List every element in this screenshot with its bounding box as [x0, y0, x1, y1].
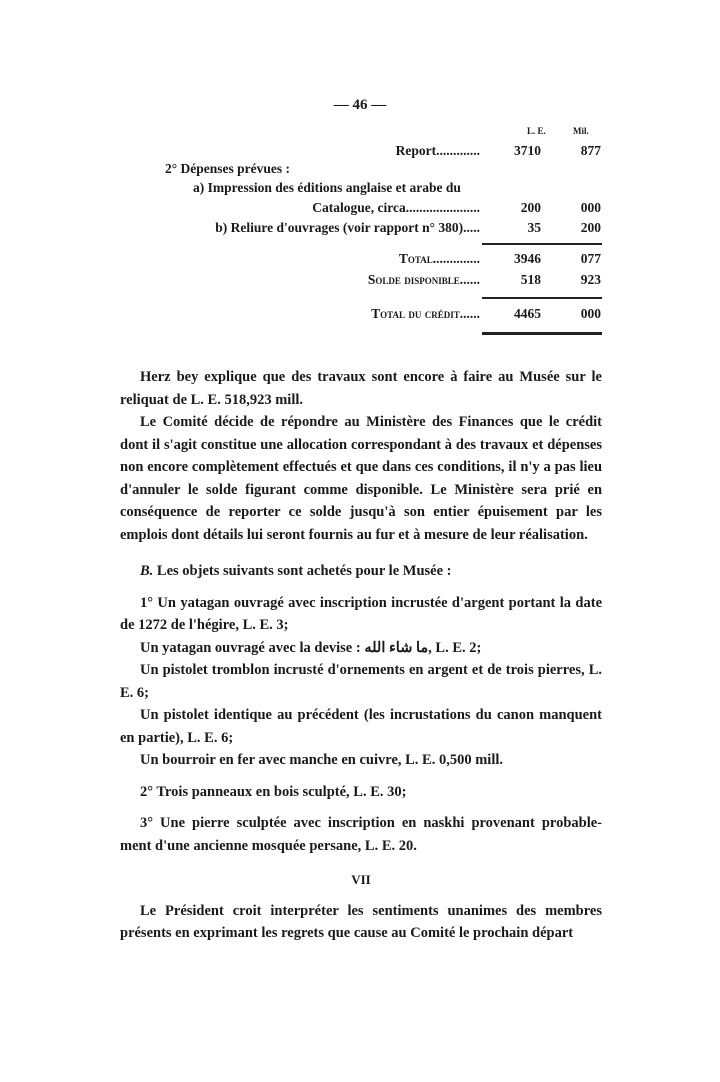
text-line: Un pistolet tromblon incrusté d'ornements en argent et de trois pierres,: [140, 662, 585, 678]
text-line: en partie), L. E. 6;: [120, 729, 234, 746]
item-a-mil: 000: [580, 200, 601, 215]
item-b-mil: 200: [580, 220, 601, 235]
item-b-le: 35: [527, 220, 541, 235]
text-line: Un pistolet identique au précédent (les incrustations du canon manquent: [140, 707, 602, 723]
text-line: présents en exprimant les regrets que cause au Comité le prochain départ: [120, 925, 574, 941]
col-header-mil: Mil.: [573, 126, 589, 136]
paragraph: [120, 704, 602, 749]
text-line: Le Président croit interpréter les sentiments unanimes des membres: [140, 902, 602, 919]
solde-mil: 923: [580, 272, 601, 287]
text-line: non encore complètement effectués et que dans ces conditions, il n'y a pas: [120, 459, 576, 475]
total-credit-label: Total du crédit......: [371, 306, 480, 321]
report-mil: 877: [580, 143, 601, 158]
total-credit-le: 4465: [514, 306, 541, 321]
text-line: Le Comité décide de répondre au Ministère des Finances que le crédit: [140, 414, 602, 430]
total-label: Total..............: [398, 251, 480, 266]
total-le: 3946: [514, 251, 541, 266]
paragraph: [120, 749, 602, 772]
item-a-le: 200: [520, 200, 541, 215]
text-line: Les objets suivants sont achetés pour le Musée :: [156, 563, 452, 579]
text-line: 2° Trois panneaux en bois sculpté, L. E. 30;: [140, 783, 407, 800]
item-a-line1: a) Impression des éditions anglaise et arabe du: [193, 180, 461, 195]
item-a-line2: Catalogue, circa......................: [312, 200, 480, 215]
section-heading: 2° Dépenses prévues :: [165, 161, 291, 176]
item-b: b) Reliure d'ouvrages (voir rapport n° 380).....: [215, 220, 480, 235]
rule: [482, 297, 602, 299]
text-line: en conséquence de reporter ce solde jusqu'à son entier épuisement par les: [120, 481, 603, 520]
double-rule: [482, 332, 602, 335]
paragraph: [120, 659, 602, 704]
report-le: 3710: [514, 143, 541, 158]
paragraph: [120, 560, 602, 583]
paragraph: [120, 411, 602, 546]
total-credit-mil: 000: [580, 306, 601, 321]
text-line: 1° Un yatagan ouvragé avec inscription incrustée d'argent portant la: [140, 594, 572, 611]
body-text: [120, 366, 602, 945]
text-line: dont il s'agit constitue une allocation correspondant à des travaux et dépenses: [120, 436, 602, 453]
text-line: date de 1272 de l'hégire, L. E. 3;: [120, 594, 603, 633]
section-heading-vii: VII: [351, 872, 371, 887]
text-line: lieu d'annuler le solde figurant comme disponible. Le Ministère sera prié: [120, 459, 603, 498]
text-line: reliquat de L. E. 518,923 mill.: [120, 391, 304, 408]
text-line: Un yatagan ouvragé avec la devise : ما شاء الله, L. E. 2;: [140, 639, 482, 656]
total-mil: 077: [580, 251, 601, 266]
paragraph: [120, 592, 602, 637]
text-line: 3° Une pierre sculptée avec inscription en naskhi provenant probable-: [140, 815, 602, 831]
text-line: ment d'une ancienne mosquée persane, L. E. 20.: [120, 837, 417, 854]
text-line: Un bourroir en fer avec manche en cuivre, L. E. 0,500 mill.: [140, 752, 504, 768]
report-label: Report.............: [395, 143, 480, 158]
col-header-le: L. E.: [527, 126, 546, 136]
section-letter: B.: [140, 563, 154, 579]
solde-le: 518: [520, 272, 541, 287]
page-number: — 46 —: [333, 97, 387, 113]
paragraph: [120, 366, 602, 411]
paragraph: [120, 812, 602, 857]
rule: [482, 243, 602, 245]
paragraph: [120, 900, 602, 945]
text-line: L. E. 6;: [120, 662, 602, 701]
text-line: emplois dont détails lui seront fournis au fur et à mesure de leur réalisation.: [120, 526, 588, 543]
paragraph: [120, 637, 602, 660]
solde-label: Solde disponible......: [367, 272, 480, 287]
paragraph: [120, 781, 602, 804]
text-line: Herz bey explique que des travaux sont encore à faire au Musée sur le: [140, 369, 602, 385]
